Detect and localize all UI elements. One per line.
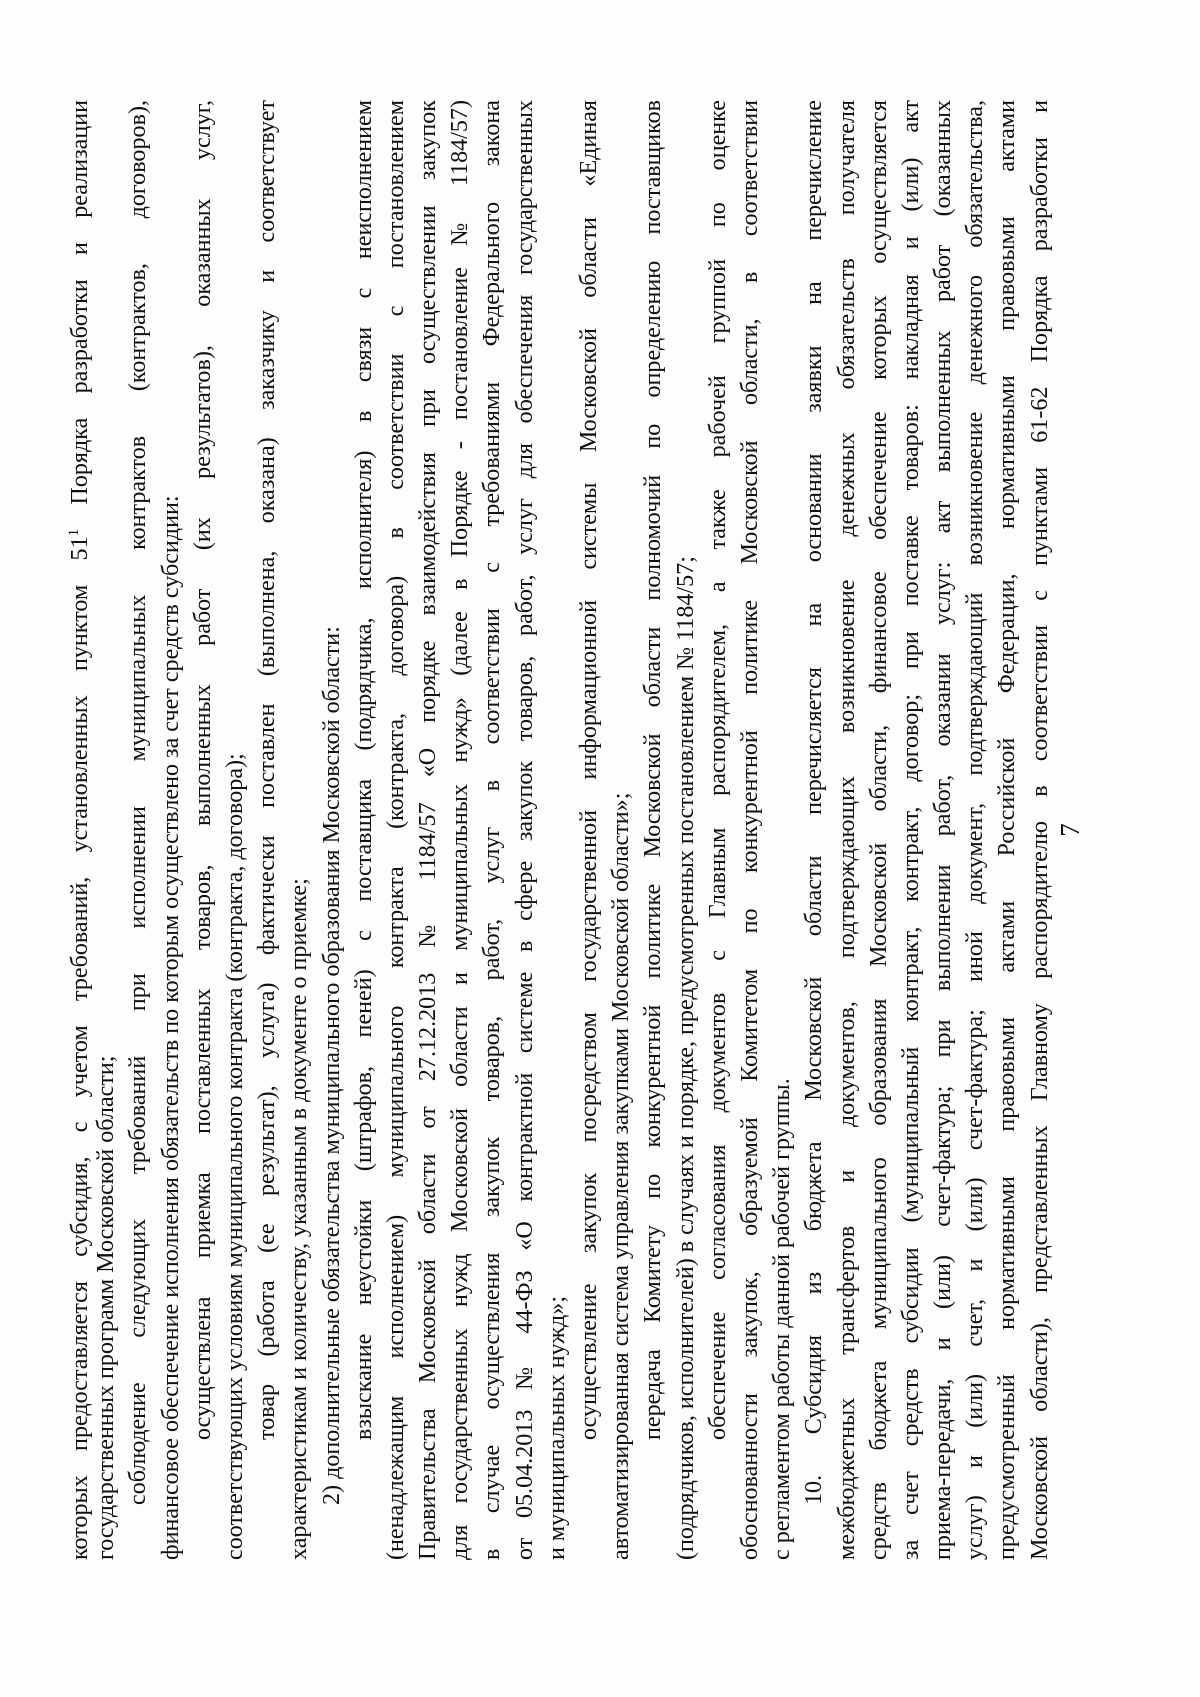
line-text: финансовое обеспечение исполнения обязательств по которым осуществлено за счет средств субсидии: [157,495,184,1560]
rotated-page-content [50,80,1130,1580]
line-text: осуществлена приемка поставленных товаров, выполненных работ (их результатов), оказанных услуг, [189,100,216,1440]
line-text: средств бюджета муниципального образования Московской области, финансовое обеспечение которых осуществляется [865,100,892,1560]
line-text: 10. Субсидия из бюджета Московской области перечисляется на основании заявки на перечисление [801,100,828,1505]
line-text: (подрядчиков, исполнителей) в случаях и порядке, предусмотренных постановлением № 1184/57; [672,556,699,1560]
superscript: 1 [66,528,82,537]
line-text: Правительства Московской области от 27.12.2013 № 1184/57 «О порядке взаимодействия при осуществлении закупок [415,100,442,1560]
text-line [219,100,251,1560]
line-text: обеспечение согласования документов с Главным распорядителем, а также рабочей группой по оценке [704,100,731,1440]
document-body [58,100,1056,1560]
line-text: приема-передачи, и (или) счет-фактура; при выполнении работ, оказании услуг: акт выполненных работ (оказанных [930,100,957,1560]
line-text: передача Комитету по конкурентной политике Московской области полномочий по определению поставщиков [640,100,667,1440]
line-text: с регламентом работы данной рабочей группы. [769,1078,796,1560]
line-text: соблюдение следующих требований при исполнении муниципальных контрактов (контрактов, договоров), [125,100,152,1505]
text-line [155,100,187,1560]
line-text: от 05.04.2013 № 44-ФЗ «О контрактной системе в сфере закупок товаров, работ, услуг для обеспечения государственных [511,100,538,1560]
text-line [348,100,380,1560]
line-text: автоматизированная система управления закупками Московской области»; [608,792,635,1560]
text-line [476,100,508,1560]
text-line [605,100,637,1560]
page-number: 7 [1055,823,1085,837]
text-line [122,100,154,1560]
text-line [509,100,541,1560]
line-text: за счет средств субсидии (муниципальный контракт, контракт, договор; при поставке товаров: накладная и (или) акт [897,100,924,1560]
line-text: межбюджетных трансфертов и документов, подтверждающих возникновение денежных обязательств получателя [833,100,860,1560]
line-text: государственных программ Московской области; [93,1055,120,1560]
line-text: которых предоставляется субсидия, с учетом требований, установленных пунктом 51 [67,536,93,1560]
line-text: характеристикам и количеству, указанным в документе о приемке; [286,878,313,1560]
text-line [541,100,573,1560]
text-line [90,100,122,1560]
line-text: взыскание неустойки (штрафов, пеней) с поставщика (подрядчика, исполнителя) в связи с неисполнением [350,100,377,1440]
line-text: для государственных нужд Московской области и муниципальных нужд» (далее в Порядке - постановление № 1184/57) [447,100,474,1560]
text-line [702,100,734,1560]
text-line [573,100,605,1560]
text-line [58,100,93,1560]
text-line [187,100,219,1560]
line-text: 2) дополнительные обязательства муниципального образования Московской области: [318,626,345,1505]
text-line [927,100,959,1560]
text-line [412,100,444,1560]
line-text: и муниципальных нужд»; [543,1295,570,1560]
line-text-tail: Порядка разработки и реализации [67,100,93,529]
line-text: соответствующих условиям муниципального контракта (контракта, договора); [221,753,248,1560]
text-line [831,100,863,1560]
text-line [380,100,412,1560]
text-line [798,100,830,1560]
line-text: Московской области), представленных Главному распорядителю в соответствии с пунктами 61-62 Порядка разработки и [1026,100,1053,1560]
line-text: предусмотренный нормативными правовыми актами Российской Федерации, нормативными правовыми актами [994,100,1021,1560]
text-line [444,100,476,1560]
text-line [283,100,315,1560]
text-line [1024,100,1056,1560]
text-line [670,100,702,1560]
line-text: (ненадлежащим исполнением) муниципального контракта (контракта, договора) в соответствии с постановлением [382,100,409,1560]
text-line [316,100,348,1560]
text-line [895,100,927,1560]
line-text: обоснованности закупок, образуемой Комитетом по конкурентной политике Московской области, в соответствии [736,100,763,1560]
text-line [251,100,283,1560]
text-line [766,100,798,1560]
text-line [991,100,1023,1560]
text-line [734,100,766,1560]
line-text: осуществление закупок посредством государственной информационной системы Московской области «Единая [576,100,602,1440]
line-text: товар (работа (ее результат), услуга) фактически поставлен (выполнена, оказана) заказчику и соответствует [254,100,281,1440]
text-line [637,100,669,1560]
line-text: в случае осуществления закупок товаров, работ, услуг в соответствии с требованиями Федерального закона [479,100,506,1560]
text-line [959,100,991,1560]
text-line [863,100,895,1560]
line-text: услуг) и (или) счет, и (или) счет-фактура; иной документ, подтверждающий возникновение денежного обязательства, [962,100,989,1560]
